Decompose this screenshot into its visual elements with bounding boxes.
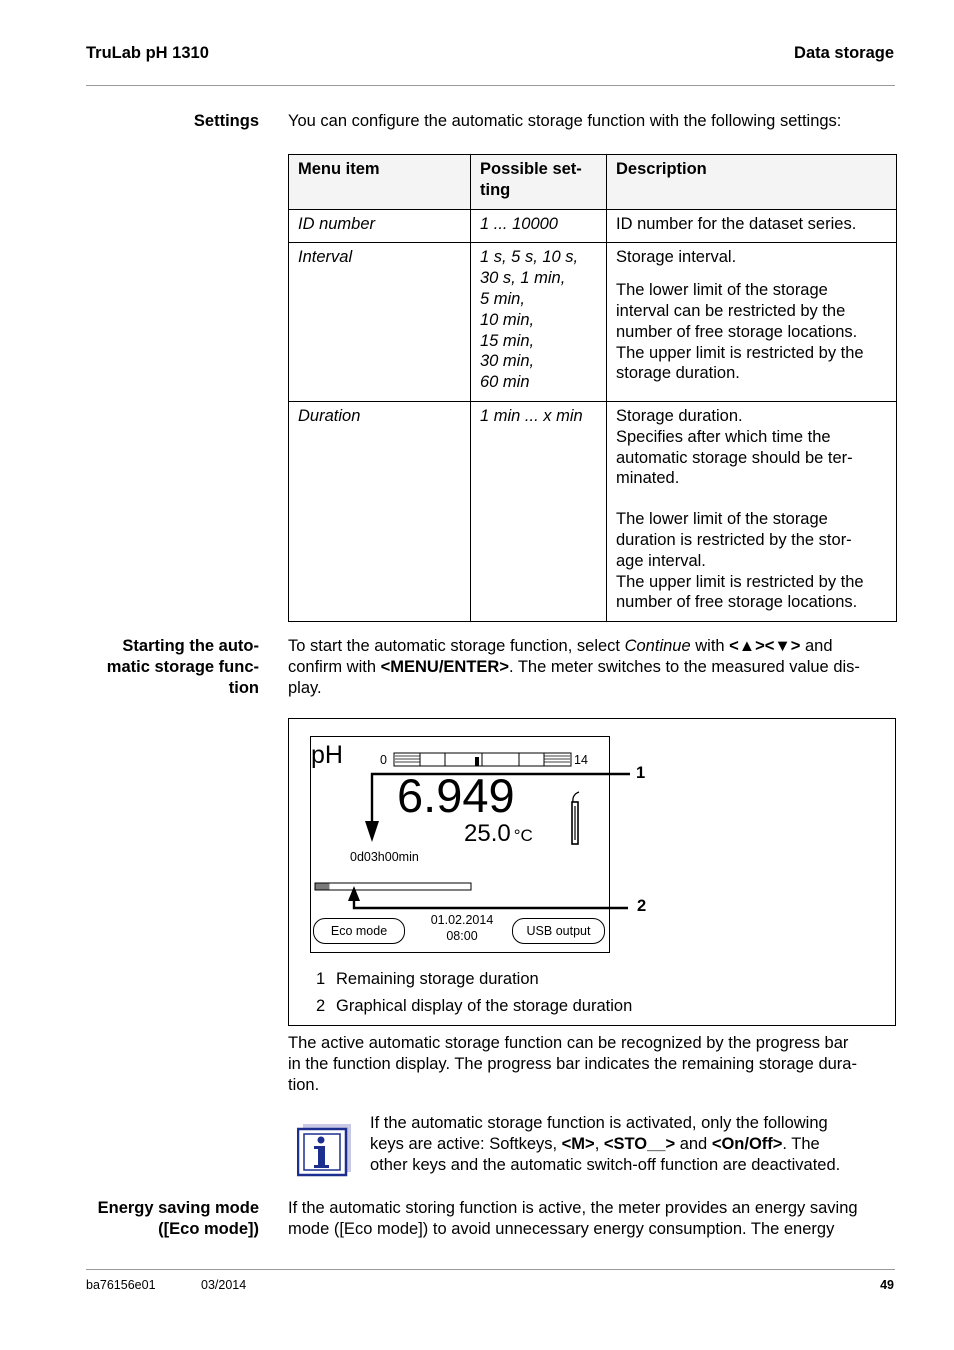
cell-menu-item: ID number bbox=[289, 209, 471, 243]
header-rule bbox=[86, 85, 895, 86]
usb-output-softkey[interactable]: USB output bbox=[512, 918, 605, 944]
arrow-keys: <▲><▼> bbox=[729, 637, 801, 655]
starting-text: To start the automatic storage function, select Continue with <▲><▼> and confirm with <MENU/ENTER>. The meter switches to the measured value dis- play. bbox=[288, 637, 860, 697]
cell-setting: 1 min ... x min bbox=[471, 401, 607, 621]
energy-saving-text: If the automatic storing function is active, the meter provides an energy saving mode ([Eco mode]) to avoid unnecessary energy consumption. The energy bbox=[288, 1199, 858, 1238]
cell-description: ID number for the dataset series. bbox=[607, 209, 897, 243]
running-header-product: TruLab pH 1310 bbox=[86, 44, 209, 62]
settings-table bbox=[288, 154, 897, 622]
display-date: 01.02.2014 bbox=[430, 913, 494, 927]
callout-2-label: 2 bbox=[637, 897, 647, 915]
scale-max-label: 14 bbox=[574, 753, 588, 767]
legend-item: 2 Graphical display of the storage duration bbox=[316, 997, 633, 1015]
electrode-icon bbox=[572, 792, 579, 844]
table-row bbox=[289, 243, 897, 402]
temperature-unit: °C bbox=[513, 826, 533, 845]
table-header-row bbox=[289, 155, 897, 210]
eco-mode-softkey[interactable]: Eco mode bbox=[313, 918, 405, 944]
scale-min-label: 0 bbox=[380, 753, 387, 767]
table-row bbox=[289, 209, 897, 243]
storage-progress-bar bbox=[315, 883, 471, 890]
callout-1-label: 1 bbox=[636, 764, 646, 782]
temperature-reading: 25.0 °C bbox=[464, 820, 533, 847]
active-storage-paragraph: The active automatic storage function can be recognized by the progress bar in the function display. The progress bar indicates the remaining storage dura- tion. bbox=[288, 1034, 857, 1094]
starting-heading: Starting the auto- matic storage func- tion bbox=[106, 637, 259, 697]
header-description: Description bbox=[607, 155, 897, 210]
ph-reading: 6.949 bbox=[397, 769, 515, 822]
display-time: 08:00 bbox=[446, 929, 478, 943]
cell-setting: 1 s, 5 s, 10 s, 30 s, 1 min, 5 min, 10 min, 15 min, 30 min, 60 min bbox=[471, 243, 607, 402]
menu-enter-key: <MENU/ENTER> bbox=[380, 658, 509, 676]
energy-saving-heading: Energy saving mode ([Eco mode]) bbox=[97, 1199, 259, 1238]
header-menu-item: Menu item bbox=[289, 155, 471, 210]
display-unit: pH bbox=[311, 741, 343, 769]
sto-key: <STO__> bbox=[603, 1135, 676, 1153]
table-row bbox=[289, 401, 897, 621]
info-note-text: If the automatic storage function is activated, only the following keys are active: Softkeys, <M>, <STO__> and <On/Off>. The other keys and the automatic switch-off function are deactivated. bbox=[370, 1114, 841, 1174]
page-number: 49 bbox=[880, 1278, 894, 1292]
remaining-storage-duration: 0d03h00min bbox=[350, 850, 419, 864]
m-key: <M> bbox=[561, 1135, 595, 1153]
cell-description: Storage interval. The lower limit of the storage interval can be restricted by the number of free storage locations. The upper limit is restricted by the storage duration. bbox=[607, 243, 897, 402]
legend-item: 1 Remaining storage duration bbox=[316, 970, 539, 988]
ph-scale-bar bbox=[394, 753, 571, 766]
info-icon bbox=[297, 1123, 351, 1177]
cell-menu-item: Interval bbox=[289, 243, 471, 402]
header-possible-setting: Possible set- ting bbox=[471, 155, 607, 210]
footer-rule bbox=[86, 1269, 895, 1270]
on-off-key: <On/Off> bbox=[711, 1135, 783, 1153]
cell-menu-item: Duration bbox=[289, 401, 471, 621]
cell-setting: 1 ... 10000 bbox=[471, 209, 607, 243]
callout-2-arrow bbox=[348, 886, 628, 908]
footer-date: 03/2014 bbox=[201, 1278, 247, 1292]
footer-doc-id: ba76156e01 bbox=[86, 1278, 156, 1292]
settings-intro: You can configure the automatic storage function with the following settings: bbox=[288, 112, 842, 130]
cell-description: Storage duration. Specifies after which time the automatic storage should be ter- minated. The lower limit of the storage duration is restricted by the stor- age interval. The upper limit is restricted by the number of free storage locations. bbox=[607, 401, 897, 621]
settings-heading: Settings bbox=[193, 112, 259, 130]
running-header-section: Data storage bbox=[794, 44, 894, 62]
